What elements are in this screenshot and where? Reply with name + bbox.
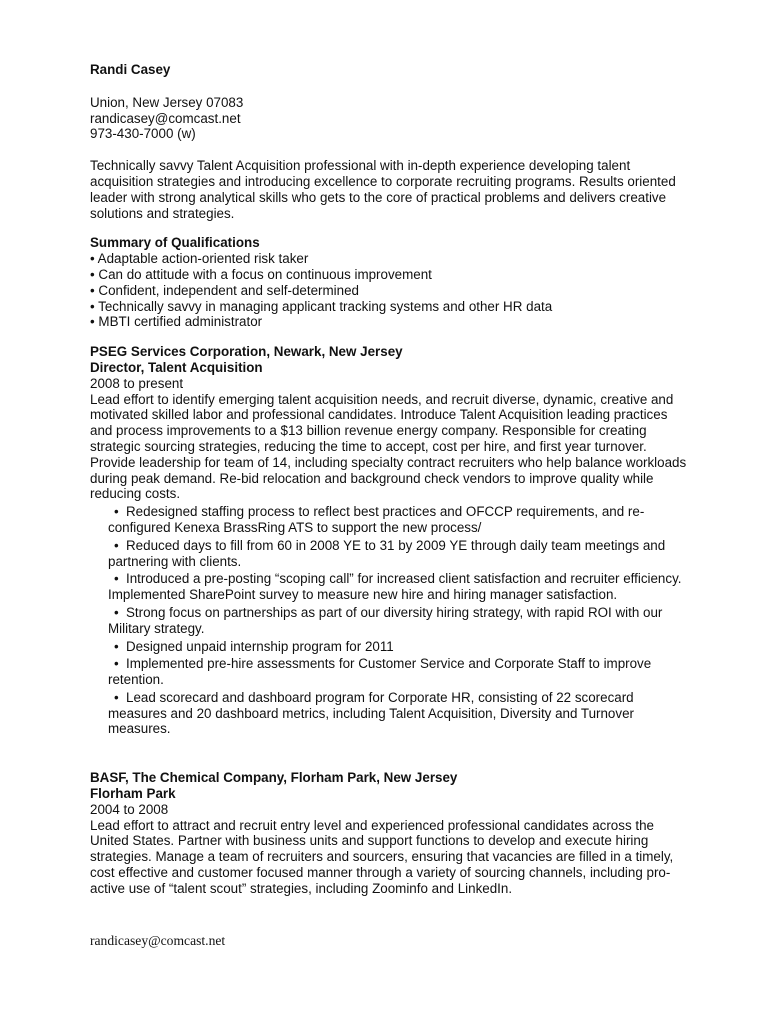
achievement-item: [108, 690, 690, 737]
achievement-item: [108, 605, 690, 637]
bullet-icon: •: [114, 504, 119, 520]
achievement-text: Lead scorecard and dashboard program for Corporate HR, consisting of 22 scorecard measures and 20 dashboard metrics, including Talent Acquisition, Diversity and Turnover measures.: [108, 689, 634, 737]
achievement-text: Reduced days to fill from 60 in 2008 YE to 31 by 2009 YE through daily team meetings and partnering with clients.: [108, 537, 666, 569]
job-dates: 2008 to present: [90, 375, 184, 391]
phone-text: 973-430-7000 (w): [90, 126, 196, 142]
job-company: PSEG Services Corporation, Newark, New Jersey: [90, 344, 403, 360]
qualifications-section: [90, 235, 690, 330]
contact-block: [90, 95, 690, 142]
achievement-item: [108, 504, 690, 536]
achievement-item: [108, 656, 690, 688]
job-achievements-list: [108, 504, 690, 737]
professional-summary: Technically savvy Talent Acquisition professional with in-depth experience developing talent acquisition strategies and introducing excellence to corporate recruiting programs. Results oriented leader with strong analytical skills who gets to the core of practical problems and delivers creative solutions and strategies.: [90, 158, 676, 221]
bullet-icon: •: [114, 604, 119, 620]
job-title: Florham Park: [90, 786, 176, 802]
job-description: Lead effort to attract and recruit entry level and experienced professional candidates across the United States. Partner with business units and support functions to develop and execute hiring strategies. Manage a team of recruiters and sourcers, ensuring that vacancies are filled in a timely, cost effective and customer focused manner through a variety of sourcing channels, including pro-active use of “talent scout” strategies, including Zoominfo and LinkedIn.: [90, 817, 674, 896]
email-text: randicasey@comcast.net: [90, 110, 241, 126]
job-entry-pseg: [90, 344, 690, 737]
qualification-item: • Technically savvy in managing applicant tracking systems and other HR data: [90, 298, 553, 314]
job-description: Lead effort to identify emerging talent acquisition needs, and recruit diverse, dynamic, creative and motivated skilled labor and professional candidates. Introduce Talent Acquisition leading practices and process improvements to a $13 billion revenue energy company. Responsible for creating strategic sourcing strategies, reducing the time to accept, cost per hire, and first year turnover. Provide leadership for team of 14, including specialty contract recruiters who help balance workloads during peak demand. Re-bid relocation and background check vendors to improve quality while reducing costs.: [90, 391, 687, 502]
qualification-item: • MBTI certified administrator: [90, 314, 263, 330]
bullet-icon: •: [114, 638, 119, 654]
qualification-item: • Can do attitude with a focus on continuous improvement: [90, 266, 432, 282]
qualification-item: • Confident, independent and self-determined: [90, 282, 359, 298]
job-dates: 2004 to 2008: [90, 801, 169, 817]
bullet-icon: •: [114, 689, 119, 705]
bullet-icon: •: [114, 537, 119, 553]
location-text: Union, New Jersey 07083: [90, 94, 244, 110]
achievement-item: [108, 639, 690, 655]
job-company: BASF, The Chemical Company, Florham Park, New Jersey: [90, 770, 458, 786]
bullet-icon: •: [114, 656, 119, 672]
resume-content: [90, 62, 690, 897]
qualification-item: • Adaptable action-oriented risk taker: [90, 251, 309, 267]
achievement-text: Designed unpaid internship program for 2011: [126, 638, 394, 654]
job-title: Director, Talent Acquisition: [90, 359, 263, 375]
qualifications-title: Summary of Qualifications: [90, 235, 260, 251]
achievement-text: Implemented pre-hire assessments for Customer Service and Corporate Staff to improve retention.: [108, 656, 652, 688]
candidate-name: Randi Casey: [90, 62, 171, 77]
job-entry-basf: [90, 770, 690, 896]
achievement-text: Strong focus on partnerships as part of our diversity hiring strategy, with rapid ROI with our Military strategy.: [108, 604, 663, 636]
footer-email: randicasey@comcast.net: [90, 933, 226, 948]
achievement-item: [108, 571, 690, 603]
achievement-item: [108, 538, 690, 570]
achievement-text: Redesigned staffing process to reflect best practices and OFCCP requirements, and re-configured Kenexa BrassRing ATS to support the new process/: [108, 504, 645, 535]
bullet-icon: •: [114, 571, 119, 587]
achievement-text: Introduced a pre-posting “scoping call” for increased client satisfaction and recruiter efficiency. Implemented SharePoint survey to measure new hire and hiring manager satisfaction.: [108, 571, 682, 603]
